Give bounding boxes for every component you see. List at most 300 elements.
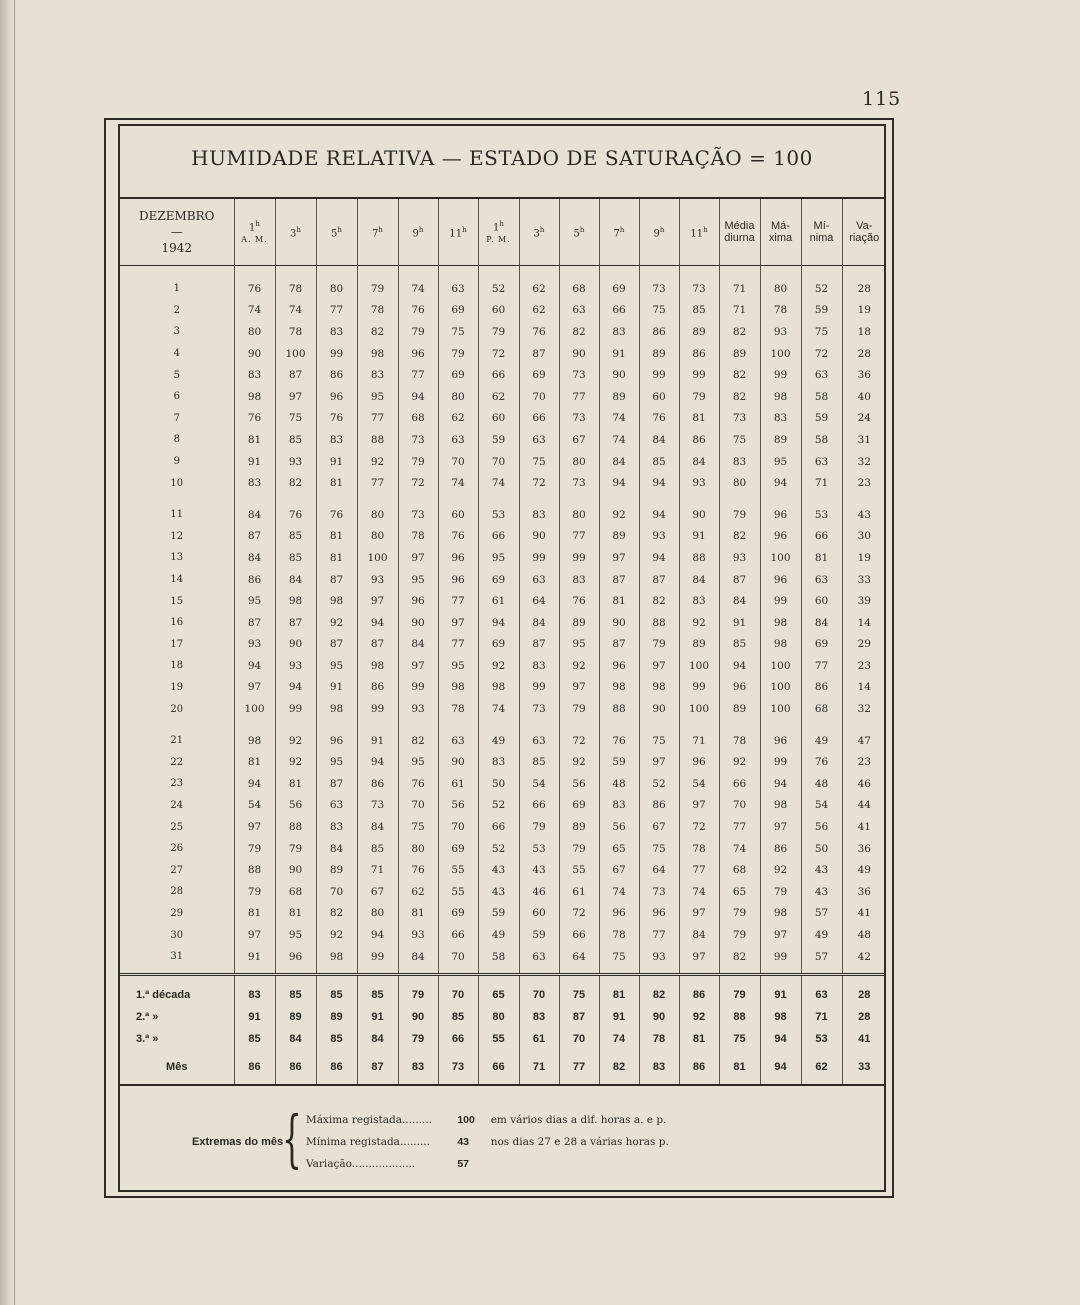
value-cell: 97	[398, 655, 438, 677]
table-row	[120, 903, 886, 925]
value-cell: 93	[760, 321, 801, 343]
value-cell: 90	[234, 343, 275, 365]
value-cell: 78	[438, 698, 478, 720]
value-cell: 93	[719, 547, 760, 569]
summary-value: 91	[760, 975, 801, 1007]
hour-suffix: h	[579, 225, 585, 234]
day-cell: 4	[173, 348, 180, 360]
hour-number: 11	[449, 228, 463, 240]
value-cell: 76	[801, 751, 842, 773]
hour-header	[234, 199, 275, 266]
value-cell: 96	[275, 946, 316, 975]
value-cell: 93	[275, 655, 316, 677]
value-cell: 76	[519, 321, 559, 343]
value-cell: 76	[316, 494, 357, 526]
value-cell: 56	[801, 816, 842, 838]
value-cell: 94	[398, 386, 438, 408]
value-cell: 73	[719, 408, 760, 430]
value-cell: 63	[801, 451, 842, 473]
value-cell: 68	[719, 859, 760, 881]
value-cell: 66	[478, 364, 519, 386]
summary-value: 41	[842, 1028, 886, 1050]
value-cell: 36	[842, 364, 886, 386]
value-cell: 69	[438, 838, 478, 860]
summary-value: 73	[438, 1050, 478, 1085]
value-cell: 69	[438, 364, 478, 386]
value-cell: 99	[760, 946, 801, 975]
value-cell: 44	[842, 795, 886, 817]
value-cell: 88	[639, 612, 679, 634]
extreme-max-value: 100	[457, 1114, 475, 1126]
value-cell: 28	[842, 343, 886, 365]
value-cell: 54	[679, 773, 719, 795]
value-cell: 78	[719, 720, 760, 752]
extreme-max-key: Máxima registada.........	[306, 1114, 433, 1126]
value-cell: 87	[234, 612, 275, 634]
value-cell: 98	[639, 677, 679, 699]
value-cell: 89	[599, 526, 639, 548]
value-cell: 62	[398, 881, 438, 903]
value-cell: 63	[519, 720, 559, 752]
summary-label: 3.ª »	[136, 1033, 159, 1046]
value-cell: 96	[438, 569, 478, 591]
value-cell: 81	[316, 547, 357, 569]
value-cell: 87	[519, 343, 559, 365]
value-cell: 79	[398, 321, 438, 343]
value-cell: 73	[357, 795, 398, 817]
value-cell: 95	[478, 547, 519, 569]
summary-value: 89	[316, 1006, 357, 1028]
summary-value: 81	[719, 1050, 760, 1085]
value-cell: 72	[519, 472, 559, 494]
summary-value: 83	[398, 1050, 438, 1085]
value-cell: 85	[719, 634, 760, 656]
value-cell: 66	[438, 924, 478, 946]
value-cell: 88	[357, 429, 398, 451]
extreme-min-value: 43	[457, 1136, 470, 1148]
summary-value: 90	[398, 1006, 438, 1028]
summary-value: 70	[559, 1028, 599, 1050]
value-cell: 74	[478, 698, 519, 720]
value-cell: 36	[842, 881, 886, 903]
day-cell: 7	[173, 412, 180, 424]
value-cell: 81	[234, 429, 275, 451]
summary-value: 75	[719, 1028, 760, 1050]
value-cell: 96	[398, 590, 438, 612]
summary-value: 66	[438, 1028, 478, 1050]
value-cell: 94	[357, 924, 398, 946]
value-cell: 69	[599, 266, 639, 300]
value-cell: 66	[519, 408, 559, 430]
value-cell: 100	[760, 343, 801, 365]
value-cell: 93	[398, 924, 438, 946]
value-cell: 98	[760, 634, 801, 656]
summary-value: 70	[438, 975, 478, 1007]
value-cell: 48	[842, 924, 886, 946]
table-row	[120, 364, 886, 386]
summary-value: 89	[275, 1006, 316, 1028]
summary-value: 91	[599, 1006, 639, 1028]
value-cell: 50	[478, 773, 519, 795]
value-cell: 94	[234, 773, 275, 795]
value-cell: 23	[842, 751, 886, 773]
value-cell: 85	[275, 547, 316, 569]
value-cell: 79	[398, 451, 438, 473]
value-cell: 95	[275, 924, 316, 946]
value-cell: 63	[438, 720, 478, 752]
value-cell: 84	[801, 612, 842, 634]
value-cell: 14	[842, 612, 886, 634]
value-cell: 52	[639, 773, 679, 795]
hour-number: 5	[331, 228, 338, 240]
hour-number: 1	[249, 222, 256, 234]
value-cell: 100	[760, 655, 801, 677]
value-cell: 63	[316, 795, 357, 817]
value-cell: 96	[679, 751, 719, 773]
day-cell: 21	[170, 735, 184, 747]
value-cell: 84	[234, 494, 275, 526]
value-cell: 74	[599, 408, 639, 430]
hour-number: 11	[690, 228, 704, 240]
hour-header	[357, 199, 398, 266]
value-cell: 65	[719, 881, 760, 903]
value-cell: 98	[316, 946, 357, 975]
table-row	[120, 429, 886, 451]
table-row	[120, 859, 886, 881]
value-cell: 78	[599, 924, 639, 946]
value-cell: 70	[478, 451, 519, 473]
summary-value: 79	[398, 975, 438, 1007]
summary-value: 83	[639, 1050, 679, 1085]
value-cell: 84	[398, 946, 438, 975]
value-cell: 75	[639, 300, 679, 322]
value-cell: 36	[842, 838, 886, 860]
value-cell: 84	[519, 612, 559, 634]
value-cell: 92	[559, 751, 599, 773]
value-cell: 73	[559, 472, 599, 494]
hour-header	[316, 199, 357, 266]
value-cell: 80	[559, 451, 599, 473]
value-cell: 73	[398, 429, 438, 451]
value-cell: 87	[357, 634, 398, 656]
value-cell: 79	[234, 838, 275, 860]
value-cell: 84	[316, 838, 357, 860]
value-cell: 64	[559, 946, 599, 975]
value-cell: 63	[438, 266, 478, 300]
value-cell: 69	[438, 903, 478, 925]
value-cell: 61	[559, 881, 599, 903]
hour-number: 7	[613, 228, 620, 240]
value-cell: 99	[760, 751, 801, 773]
maxima-header	[760, 199, 801, 266]
value-cell: 85	[275, 526, 316, 548]
value-cell: 98	[760, 612, 801, 634]
value-cell: 99	[679, 364, 719, 386]
summary-value: 87	[559, 1006, 599, 1028]
value-cell: 99	[398, 677, 438, 699]
value-cell: 79	[519, 816, 559, 838]
extreme-var-row	[306, 1158, 487, 1178]
value-cell: 60	[478, 408, 519, 430]
summary-value: 86	[679, 1050, 719, 1085]
value-cell: 59	[801, 300, 842, 322]
brace-glyph: {	[282, 1102, 302, 1175]
value-cell: 73	[639, 266, 679, 300]
value-cell: 61	[478, 590, 519, 612]
value-cell: 55	[438, 859, 478, 881]
value-cell: 96	[398, 343, 438, 365]
summary-value: 75	[559, 975, 599, 1007]
value-cell: 39	[842, 590, 886, 612]
value-cell: 66	[599, 300, 639, 322]
value-cell: 96	[316, 720, 357, 752]
value-cell: 93	[234, 634, 275, 656]
value-cell: 72	[801, 343, 842, 365]
value-cell: 81	[801, 547, 842, 569]
value-cell: 82	[719, 526, 760, 548]
value-cell: 97	[234, 816, 275, 838]
hour-suffix: h	[296, 225, 301, 234]
value-cell: 59	[519, 924, 559, 946]
value-cell: 18	[842, 321, 886, 343]
value-cell: 72	[559, 903, 599, 925]
value-cell: 83	[599, 795, 639, 817]
value-cell: 70	[719, 795, 760, 817]
value-cell: 77	[679, 859, 719, 881]
table-row	[120, 451, 886, 473]
value-cell: 98	[760, 903, 801, 925]
day-cell: 20	[170, 703, 184, 715]
value-cell: 49	[842, 859, 886, 881]
day-cell: 31	[170, 951, 184, 963]
summary-value: 87	[357, 1050, 398, 1085]
hour-number: 1	[493, 222, 500, 234]
value-cell: 41	[842, 903, 886, 925]
value-cell: 87	[316, 773, 357, 795]
table-row	[120, 751, 886, 773]
value-cell: 98	[599, 677, 639, 699]
hour-suffix: h	[499, 219, 504, 228]
value-cell: 68	[801, 698, 842, 720]
value-cell: 73	[679, 266, 719, 300]
value-cell: 95	[438, 655, 478, 677]
value-cell: 97	[639, 655, 679, 677]
value-cell: 78	[398, 526, 438, 548]
summary-row	[120, 1028, 886, 1050]
value-cell: 99	[760, 590, 801, 612]
value-cell: 84	[234, 547, 275, 569]
table-row	[120, 795, 886, 817]
value-cell: 76	[398, 859, 438, 881]
value-cell: 86	[679, 429, 719, 451]
value-cell: 94	[639, 547, 679, 569]
value-cell: 72	[478, 343, 519, 365]
value-cell: 49	[801, 924, 842, 946]
value-cell: 83	[519, 655, 559, 677]
value-cell: 62	[519, 266, 559, 300]
value-cell: 58	[478, 946, 519, 975]
value-cell: 97	[234, 924, 275, 946]
table-row	[120, 816, 886, 838]
book-spine-shadow	[0, 0, 15, 1305]
value-cell: 78	[760, 300, 801, 322]
extreme-min-text: nos dias 27 e 28 a várias horas p.	[490, 1136, 669, 1148]
value-cell: 56	[275, 795, 316, 817]
hour-number: 9	[412, 228, 419, 240]
value-cell: 84	[357, 816, 398, 838]
value-cell: 63	[519, 946, 559, 975]
value-cell: 88	[234, 859, 275, 881]
value-cell: 82	[719, 364, 760, 386]
value-cell: 76	[275, 494, 316, 526]
value-cell: 67	[559, 429, 599, 451]
value-cell: 96	[760, 720, 801, 752]
value-cell: 89	[719, 343, 760, 365]
value-cell: 87	[275, 612, 316, 634]
value-cell: 90	[599, 612, 639, 634]
monthly-extremes	[120, 1102, 884, 1176]
summary-value: 85	[316, 1028, 357, 1050]
table-row	[120, 698, 886, 720]
value-cell: 87	[316, 634, 357, 656]
media-diurna-header	[719, 199, 760, 266]
value-cell: 93	[639, 946, 679, 975]
value-cell: 83	[719, 451, 760, 473]
hour-suffix: h	[462, 225, 467, 234]
value-cell: 96	[639, 903, 679, 925]
humidity-table	[120, 199, 886, 1086]
value-cell: 48	[801, 773, 842, 795]
summary-value: 86	[275, 1050, 316, 1085]
value-cell: 89	[639, 343, 679, 365]
day-cell: 8	[173, 434, 180, 446]
value-cell: 81	[275, 903, 316, 925]
value-cell: 46	[519, 881, 559, 903]
value-cell: 80	[760, 266, 801, 300]
value-cell: 82	[398, 720, 438, 752]
hour-suffix: h	[703, 225, 708, 234]
value-cell: 92	[599, 494, 639, 526]
day-cell: 10	[170, 477, 184, 489]
value-cell: 92	[478, 655, 519, 677]
table-row	[120, 321, 886, 343]
value-cell: 72	[679, 816, 719, 838]
table-row	[120, 612, 886, 634]
value-cell: 43	[801, 859, 842, 881]
value-cell: 48	[599, 773, 639, 795]
value-cell: 92	[316, 612, 357, 634]
value-cell: 89	[719, 698, 760, 720]
value-cell: 97	[679, 946, 719, 975]
value-cell: 97	[234, 677, 275, 699]
table-row	[120, 408, 886, 430]
value-cell: 91	[234, 451, 275, 473]
value-cell: 54	[519, 773, 559, 795]
value-cell: 83	[357, 364, 398, 386]
table-row	[120, 655, 886, 677]
summary-row	[120, 975, 886, 1007]
hour-header	[275, 199, 316, 266]
table-row	[120, 838, 886, 860]
header-line: Média	[724, 220, 755, 232]
day-cell: 28	[170, 886, 184, 898]
value-cell: 95	[234, 590, 275, 612]
header-line: Mí-	[813, 220, 830, 232]
summary-value: 53	[801, 1028, 842, 1050]
value-cell: 71	[679, 720, 719, 752]
value-cell: 97	[357, 590, 398, 612]
hour-header	[438, 199, 478, 266]
table-row	[120, 386, 886, 408]
value-cell: 74	[599, 429, 639, 451]
value-cell: 19	[842, 300, 886, 322]
day-cell: 13	[170, 552, 184, 564]
value-cell: 76	[438, 526, 478, 548]
value-cell: 43	[842, 494, 886, 526]
summary-value: 88	[719, 1006, 760, 1028]
value-cell: 99	[639, 364, 679, 386]
hour-header	[478, 199, 519, 266]
summary-label: Mês	[120, 1050, 234, 1085]
value-cell: 86	[679, 343, 719, 365]
day-cell: 18	[170, 660, 184, 672]
summary-value: 28	[842, 975, 886, 1007]
value-cell: 97	[760, 816, 801, 838]
value-cell: 95	[316, 655, 357, 677]
value-cell: 98	[438, 677, 478, 699]
value-cell: 77	[357, 472, 398, 494]
value-cell: 64	[639, 859, 679, 881]
value-cell: 79	[679, 386, 719, 408]
value-cell: 60	[639, 386, 679, 408]
value-cell: 76	[234, 266, 275, 300]
summary-value: 79	[719, 975, 760, 1007]
value-cell: 98	[275, 590, 316, 612]
hour-header	[519, 199, 559, 266]
value-cell: 91	[316, 677, 357, 699]
value-cell: 91	[357, 720, 398, 752]
value-cell: 79	[234, 881, 275, 903]
value-cell: 63	[519, 429, 559, 451]
value-cell: 40	[842, 386, 886, 408]
value-cell: 68	[398, 408, 438, 430]
summary-value: 82	[599, 1050, 639, 1085]
value-cell: 85	[275, 429, 316, 451]
header-row	[120, 199, 886, 266]
value-cell: 14	[842, 677, 886, 699]
header-line: xima	[768, 232, 793, 244]
value-cell: 69	[801, 634, 842, 656]
summary-value: 70	[519, 975, 559, 1007]
day-cell: 15	[170, 595, 184, 607]
value-cell: 80	[316, 266, 357, 300]
table-row	[120, 494, 886, 526]
value-cell: 52	[478, 795, 519, 817]
value-cell: 68	[275, 881, 316, 903]
value-cell: 80	[357, 494, 398, 526]
value-cell: 93	[639, 526, 679, 548]
value-cell: 81	[599, 590, 639, 612]
value-cell: 98	[357, 343, 398, 365]
value-cell: 96	[760, 494, 801, 526]
value-cell: 70	[438, 946, 478, 975]
table-row	[120, 720, 886, 752]
value-cell: 71	[357, 859, 398, 881]
value-cell: 30	[842, 526, 886, 548]
value-cell: 99	[559, 547, 599, 569]
value-cell: 83	[519, 494, 559, 526]
value-cell: 84	[679, 451, 719, 473]
